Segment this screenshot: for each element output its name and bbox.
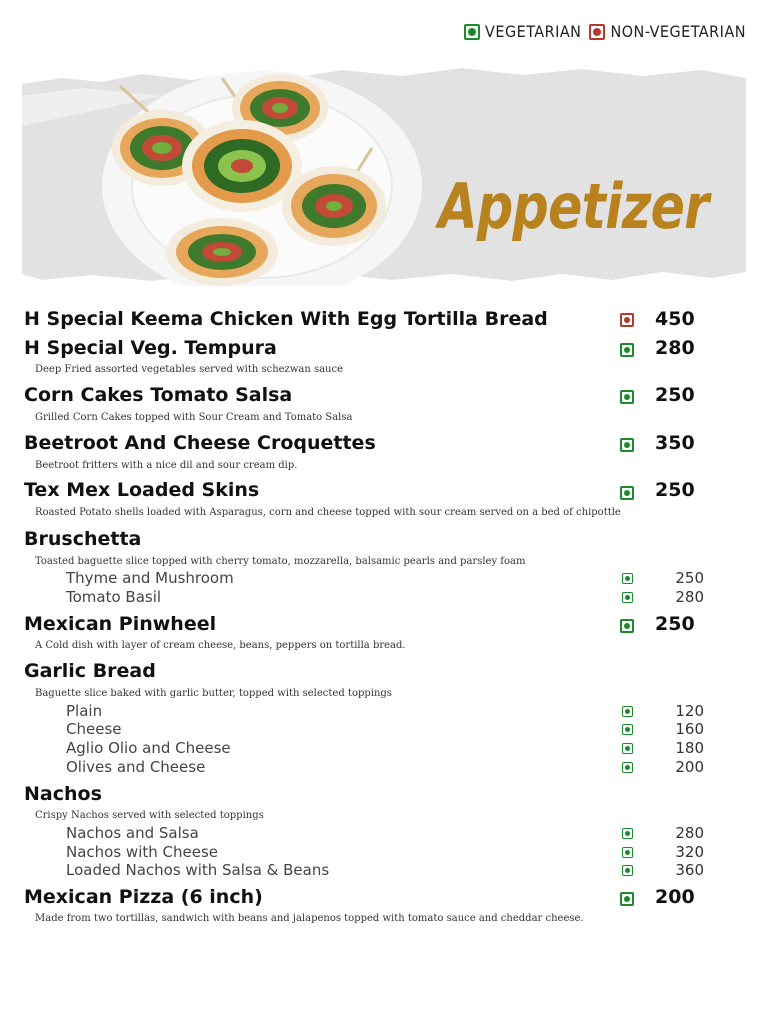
veg-symbol-icon [620, 390, 634, 404]
sub-item-price: 280 [675, 588, 704, 606]
sub-item-name: Loaded Nachos with Salsa & Beans [66, 861, 330, 879]
sub-item-price: 180 [675, 739, 704, 757]
veg-symbol-icon [620, 619, 634, 633]
sub-item-price: 250 [675, 569, 704, 587]
item-price: 450 [655, 308, 695, 330]
sub-item-name: Aglio Olio and Cheese [66, 739, 231, 757]
veg-symbol-icon [622, 743, 633, 754]
sub-item-price: 320 [675, 843, 704, 861]
item-name: Bruschetta [24, 528, 142, 550]
veg-symbol-icon [622, 847, 633, 858]
item-description: A Cold dish with layer of cream cheese, beans, peppers on tortilla bread. [35, 640, 406, 651]
item-name: Tex Mex Loaded Skins [24, 479, 260, 501]
sub-item-name: Nachos and Salsa [66, 824, 199, 842]
item-description: Grilled Corn Cakes topped with Sour Cream and Tomato Salsa [35, 412, 353, 423]
veg-symbol-icon [622, 865, 633, 876]
item-description: Made from two tortillas, sandwich with beans and jalapenos topped with tomato sauce and cheddar cheese. [35, 913, 584, 924]
item-description: Toasted baguette slice topped with cherry tomato, mozzarella, balsamic pearls and parsley foam [35, 556, 526, 567]
sub-item-price: 280 [675, 824, 704, 842]
item-description: Crispy Nachos served with selected toppings [35, 810, 264, 821]
item-name: Mexican Pinwheel [24, 613, 217, 635]
item-name: Nachos [24, 783, 102, 805]
veg-symbol-icon [464, 24, 480, 40]
item-name: H Special Keema Chicken With Egg Tortilla Bread [24, 308, 548, 330]
veg-symbol-icon [622, 762, 633, 773]
veg-symbol-icon [622, 592, 633, 603]
sub-item-name: Olives and Cheese [66, 758, 206, 776]
item-description: Deep Fried assorted vegetables served with schezwan sauce [35, 364, 344, 375]
diet-legend [464, 22, 746, 41]
veg-symbol-icon [620, 892, 634, 906]
sub-item-name: Plain [66, 702, 103, 720]
sub-item-price: 120 [675, 702, 704, 720]
veg-symbol-icon [620, 438, 634, 452]
veg-symbol-icon [622, 828, 633, 839]
veg-symbol-icon [622, 706, 633, 717]
sub-item-price: 160 [675, 720, 704, 738]
veg-symbol-icon [622, 724, 633, 735]
veg-symbol-icon [622, 573, 633, 584]
item-name: Corn Cakes Tomato Salsa [24, 384, 293, 406]
item-price: 250 [655, 613, 695, 635]
legend-vegetarian [464, 22, 581, 41]
sub-item-price: 200 [675, 758, 704, 776]
veg-symbol-icon [620, 486, 634, 500]
sub-item-name: Thyme and Mushroom [66, 569, 234, 587]
banner [22, 66, 746, 286]
sub-item-name: Cheese [66, 720, 122, 738]
sub-item-name: Tomato Basil [66, 588, 162, 606]
item-price: 200 [655, 886, 695, 908]
item-name: Beetroot And Cheese Croquettes [24, 432, 376, 454]
item-description: Beetroot fritters with a nice dil and sour cream dip. [35, 460, 298, 471]
item-price: 250 [655, 384, 695, 406]
item-price: 250 [655, 479, 695, 501]
item-name: H Special Veg. Tempura [24, 337, 277, 359]
sub-item-price: 360 [675, 861, 704, 879]
legend-nonveg-label: NON-VEGETARIAN [610, 22, 746, 41]
legend-veg-label: VEGETARIAN [485, 22, 582, 41]
item-description: Roasted Potato shells loaded with Asparagus, corn and cheese topped with sour cream served on a bed of chipottle [35, 507, 621, 518]
nonveg-symbol-icon [620, 313, 634, 327]
section-title: Appetizer [437, 170, 708, 243]
sub-item-name: Nachos with Cheese [66, 843, 218, 861]
legend-non-vegetarian [589, 22, 746, 41]
item-price: 280 [655, 337, 695, 359]
item-name: Mexican Pizza (6 inch) [24, 886, 263, 908]
item-price: 350 [655, 432, 695, 454]
item-description: Baguette slice baked with garlic butter, topped with selected toppings [35, 688, 392, 699]
veg-symbol-icon [620, 343, 634, 357]
item-name: Garlic Bread [24, 660, 156, 682]
nonveg-symbol-icon [589, 24, 605, 40]
